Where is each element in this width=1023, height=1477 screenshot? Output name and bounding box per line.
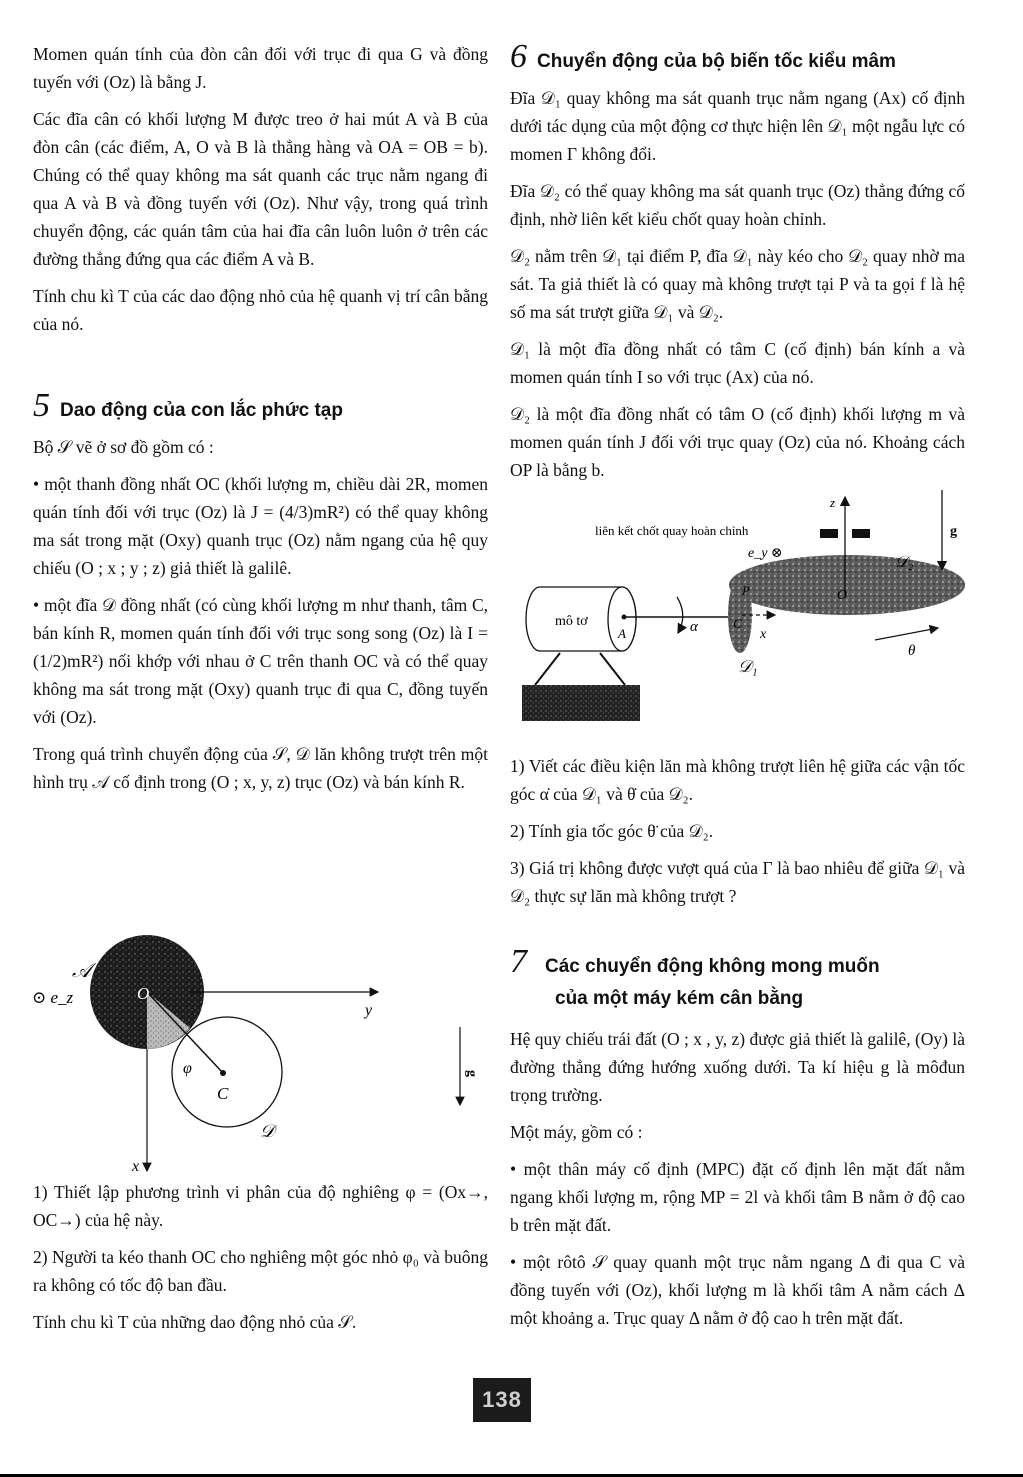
section-7-paragraph-2: Một máy, gồm có : <box>510 1122 643 1142</box>
point-p-label: P <box>742 583 750 598</box>
section-5-question-3: Tính chu kì T của những dao động nhỏ của 𝒮. <box>33 1312 357 1332</box>
section-5-number: 5 <box>33 387 50 424</box>
disc-1-label: 𝒟₁ <box>738 657 758 676</box>
x-axis-label: x <box>132 1158 140 1175</box>
section-6-title: Chuyển động của bộ biến tốc kiểu mâm <box>537 51 896 72</box>
point-c-label: C <box>733 616 742 631</box>
disc-label: 𝒟 <box>260 1121 275 1141</box>
section-6-question-2: 2) Tính gia tốc góc θ̈ của 𝒟₂. <box>510 821 714 841</box>
section-7 <box>510 945 965 1341</box>
disc-transmission-diagram <box>510 485 980 725</box>
pivot-label: liên kết chốt quay hoàn chỉnh <box>595 523 749 538</box>
section-7-title-line-2: của một máy kém cân bằng <box>555 988 804 1009</box>
section-6-paragraph-4: 𝒟₁ là một đĩa đồng nhất có tâm C (cố định) bán kính a và momen quán tính I so với trục (Ax) của nó. <box>510 339 965 387</box>
left-column <box>33 40 488 805</box>
section-5-heading <box>33 389 488 425</box>
ez-label: ⊙ e_z <box>32 988 74 1007</box>
section-7-heading <box>510 945 965 1017</box>
section-5-question-1: 1) Thiết lập phương trình vi phân của độ nghiêng φ = (Ox→, OC→) của hệ này. <box>33 1182 488 1230</box>
section-6-paragraph-5: 𝒟₂ là một đĩa đồng nhất có tâm O (cố định) khối lượng m và momen quán tính J đối với trục quay (Oz) của nó. Khoảng cách OP là bằng b. <box>510 404 965 480</box>
section-6-question-1: 1) Viết các điều kiện lăn mà không trượt liên hệ giữa các vận tốc góc α̇ của 𝒟₁ và θ̇ của 𝒟₂. <box>510 756 965 804</box>
motor-label: mô tơ <box>555 614 588 629</box>
section-6-questions <box>510 752 965 919</box>
cylinder-label: 𝒜 <box>72 960 91 982</box>
disc-2-shape <box>729 555 965 615</box>
section-7-paragraph-4: • một rôtô 𝒮 quay quanh một trục nằm ngang Δ đi qua C và đồng tuyến với (Oz), khối lượng m là khối tâm A nằm cách Δ một khoảng a. Trục quay Δ nằm ở độ cao h trên mặt đất. <box>510 1252 965 1328</box>
gravity-label: g <box>464 1070 479 1077</box>
alpha-arrow <box>677 597 683 633</box>
point-a-label: A <box>618 626 626 641</box>
section-5-question-2: 2) Người ta kéo thanh OC cho nghiêng một góc nhỏ φ₀ và buông ra không có tốc độ ban đầu. <box>33 1247 488 1295</box>
phi-label: φ <box>183 1060 192 1077</box>
intro-paragraph-1: Momen quán tính của đòn cân đối với trục đi qua G và đồng tuyến với (Oz) là bằng J. <box>33 44 488 92</box>
motor-base <box>522 685 640 721</box>
alpha-label: α <box>690 619 698 635</box>
pendulum-diagram <box>20 935 490 1175</box>
point-o-label: O <box>837 588 848 603</box>
center-c-label: C <box>217 1084 229 1103</box>
section-7-paragraph-3: • một thân máy cố định (MPC) đặt cố định lên mặt đất nằm ngang khối lượng m, rộng MP = 2l và khối tâm B nằm ở độ cao b trên mặt đất. <box>510 1159 965 1235</box>
x-axis-label: x <box>760 627 767 642</box>
page-number: 138 <box>473 1378 531 1422</box>
section-6-paragraph-2: Đĩa 𝒟₂ có thể quay không ma sát quanh trục (Oz) thẳng đứng cố định, nhờ liên kết kiểu chốt quay hoàn chỉnh. <box>510 181 965 229</box>
section-6-heading <box>510 40 965 76</box>
section-6-paragraph-3: 𝒟₂ nằm trên 𝒟₁ tại điểm P, đĩa 𝒟₁ này kéo cho 𝒟₂ quay nhờ ma sát. Ta giả thiết là có quay mà không trượt tại P và ta gọi f là hệ số ma sát trượt giữa 𝒟₁ và 𝒟₂. <box>510 246 965 322</box>
theta-arrow <box>875 628 938 640</box>
disc-2-label: 𝒟₂ <box>895 554 914 571</box>
section-7-title-line-1: Các chuyển động không mong muốn <box>545 956 880 977</box>
ey-label: e_y ⊗ <box>748 546 783 561</box>
y-axis-label: y <box>365 1002 373 1019</box>
intro-paragraph-2: Các đĩa cân có khối lượng M được treo ở hai mút A và B của đòn cân (các điểm, A, O và B là thẳng hàng và OA = OB = b). Chúng có thể quay không ma sát quanh các trục nằm ngang đi qua A và B và đồng tuyến với (Oz). Như vậy, trong quá trình chuyển động, các quán tâm của hai đĩa cân luôn luôn ở trên các đường thẳng đứng qua các điểm A và B. <box>33 109 488 269</box>
right-column <box>510 40 965 493</box>
section-6-number: 6 <box>510 38 527 75</box>
z-axis-label: z <box>830 495 836 510</box>
section-5-questions <box>33 1178 488 1345</box>
gravity-label: g <box>950 524 957 539</box>
section-5-title: Dao động của con lắc phức tạp <box>60 400 343 421</box>
section-6-question-3: 3) Giá trị không được vượt quá của Γ là bao nhiêu để giữa 𝒟₁ và 𝒟₂ thực sự lăn mà không trượt ? <box>510 858 965 906</box>
intro-paragraph-3: Tính chu kì T của các dao động nhỏ của hệ quanh vị trí cân bằng của nó. <box>33 286 488 334</box>
section-6-paragraph-1: Đĩa 𝒟₁ quay không ma sát quanh trục nằm ngang (Ax) cố định dưới tác dụng của một động cơ thực hiện lên 𝒟₁ một ngẫu lực có momen Γ không đổi. <box>510 88 965 164</box>
section-5-paragraph-3: • một đĩa 𝒟 đồng nhất (có cùng khối lượng m như thanh, tâm C, bán kính R, momen quán tính đối với trục song song (Oz) là I = (1/2)mR²) nối khớp với nhau ở C trên thanh OC và có thể quay không ma sát trong mặt (Oxy) quanh trục đi qua C, đồng tuyến với (Oz). <box>33 595 488 727</box>
section-7-number: 7 <box>510 943 527 980</box>
section-5-paragraph-4: Trong quá trình chuyển động của 𝒮, 𝒟 lăn không trượt trên một hình trụ 𝒜 cố định trong (O ; x, y, z) trục (Oz) và bán kính R. <box>33 744 488 792</box>
section-7-paragraph-1: Hệ quy chiếu trái đất (O ; x , y, z) được giả thiết là galilê, (Oy) là đường thẳng đứng hướng xuống dưới. Ta kí hiệu g là môđun trọng trường. <box>510 1029 965 1105</box>
origin-label: O <box>137 984 150 1003</box>
section-5-paragraph-1: Bộ 𝒮 vẽ ở sơ đồ gồm có : <box>33 437 214 457</box>
theta-label: θ <box>908 643 916 659</box>
section-5-paragraph-2: • một thanh đồng nhất OC (khối lượng m, chiều dài 2R, momen quán tính đối với trục (Oz) là J = (4/3)mR²) có thể quay không ma sát trong mặt (Oxy) quanh trục (Oz) nằm ngang của hệ quy chiếu (O ; x ; y ; z) giả thiết là galilê. <box>33 474 488 578</box>
pivot-bearing-right <box>852 529 870 538</box>
pivot-bearing-left <box>820 529 838 538</box>
